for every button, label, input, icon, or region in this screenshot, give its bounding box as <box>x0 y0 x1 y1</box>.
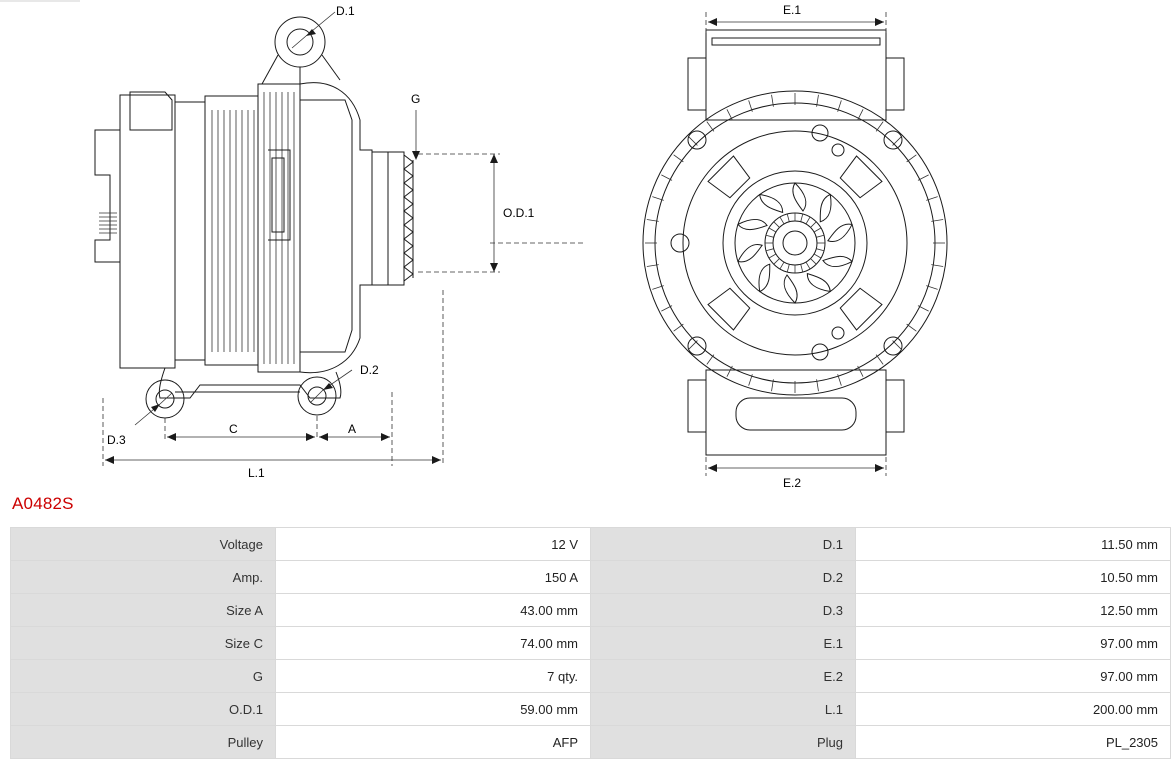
spec-value: 11.50 mm <box>856 528 1171 561</box>
label-e2: E.2 <box>783 476 802 490</box>
table-row <box>11 627 1171 660</box>
spec-label: E.2 <box>591 660 856 693</box>
spec-label: Voltage <box>11 528 276 561</box>
label-e1: E.1 <box>783 3 802 17</box>
spec-label: D.2 <box>591 561 856 594</box>
spec-value: 97.00 mm <box>856 627 1171 660</box>
spec-value: 150 A <box>276 561 591 594</box>
spec-value: 97.00 mm <box>856 660 1171 693</box>
spec-value: 43.00 mm <box>276 594 591 627</box>
spec-value: 74.00 mm <box>276 627 591 660</box>
alternator-side-view <box>95 17 413 418</box>
page-title: A0482S <box>12 494 74 513</box>
spec-label: Size A <box>11 594 276 627</box>
label-g: G <box>411 92 421 106</box>
spec-label: Plug <box>591 726 856 759</box>
spec-value: 10.50 mm <box>856 561 1171 594</box>
label-l1: L.1 <box>248 466 265 480</box>
table-row <box>11 561 1171 594</box>
spec-label: Amp. <box>11 561 276 594</box>
label-d2: D.2 <box>360 363 379 377</box>
spec-label: Pulley <box>11 726 276 759</box>
spec-value: 12.50 mm <box>856 594 1171 627</box>
spec-label: D.1 <box>591 528 856 561</box>
spec-label: O.D.1 <box>11 693 276 726</box>
spec-value: 7 qty. <box>276 660 591 693</box>
spec-label: G <box>11 660 276 693</box>
spec-value: 200.00 mm <box>856 693 1171 726</box>
label-c: C <box>229 422 238 436</box>
spec-label: D.3 <box>591 594 856 627</box>
table-row <box>11 594 1171 627</box>
label-od1: O.D.1 <box>503 206 535 220</box>
alternator-front-view <box>643 30 947 455</box>
label-d3: D.3 <box>107 433 126 447</box>
table-row <box>11 528 1171 561</box>
dimension-annotations-right <box>706 3 886 490</box>
spec-label: L.1 <box>591 693 856 726</box>
spec-label: E.1 <box>591 627 856 660</box>
table-row <box>11 660 1171 693</box>
spec-value: 12 V <box>276 528 591 561</box>
spec-value: PL_2305 <box>856 726 1171 759</box>
table-row <box>11 693 1171 726</box>
label-d1: D.1 <box>336 4 355 18</box>
spec-value: 59.00 mm <box>276 693 591 726</box>
spec-value: AFP <box>276 726 591 759</box>
label-a: A <box>348 422 357 436</box>
spec-label: Size C <box>11 627 276 660</box>
specifications-table <box>10 527 1171 759</box>
table-row <box>11 726 1171 759</box>
